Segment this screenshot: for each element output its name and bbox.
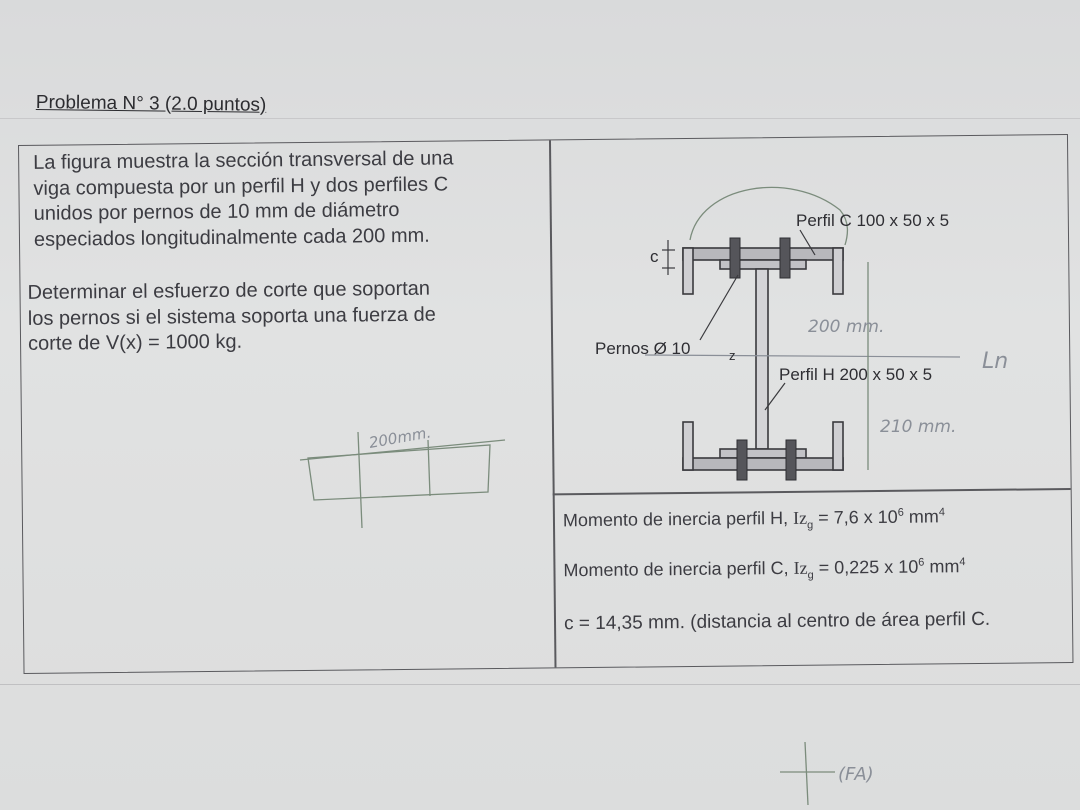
label-perfil-c: Perfil C 100 x 50 x 5 bbox=[796, 211, 950, 230]
inertia-h-prefix: Momento de inercia perfil H, bbox=[562, 507, 794, 531]
inertia-h-exponent: 6 bbox=[897, 506, 904, 519]
inertia-h-value: = 7,6 x 10 bbox=[813, 506, 898, 528]
inertia-c-prefix: Momento de inercia perfil C, bbox=[563, 557, 794, 581]
label-c: c bbox=[650, 247, 659, 266]
inertia-h-subscript: g bbox=[807, 519, 814, 532]
bolt-top-right bbox=[780, 238, 790, 278]
inertia-c-exponent: 6 bbox=[918, 556, 925, 569]
inertia-h-unit-exponent: 4 bbox=[938, 506, 945, 519]
inertia-h-symbol: Iz bbox=[792, 507, 808, 528]
inertia-c-unit: mm bbox=[924, 556, 960, 577]
bolt-bottom-right bbox=[786, 440, 796, 480]
hand-ln: Ln bbox=[982, 349, 1009, 374]
hand-dim-200: 200 mm. bbox=[808, 317, 885, 337]
bolt-top-left bbox=[730, 238, 740, 278]
hand-spacing: 200mm. bbox=[367, 423, 433, 452]
inertia-h-unit: mm bbox=[903, 506, 939, 527]
label-pernos: Pernos Ø 10 bbox=[595, 339, 691, 358]
label-z: z bbox=[729, 348, 736, 363]
question-paragraph: Determinar el esfuerzo de corte que soportan los pernos si el sistema soporta una fuerza de corte de V(x) = 1000 kg. bbox=[27, 277, 436, 355]
inertia-c-subscript: g bbox=[807, 569, 814, 582]
pencil-mark-bottom bbox=[780, 742, 835, 805]
bolt-bottom-left bbox=[737, 440, 747, 480]
pernos-leader bbox=[700, 275, 738, 340]
centroid-distance: c = 14,35 mm. (distancia al centro de área perfil C. bbox=[563, 608, 991, 635]
inertia-c-value: = 0,225 x 10 bbox=[813, 556, 919, 578]
hand-dim-210: 210 mm. bbox=[880, 417, 957, 437]
pencil-beam-sketch bbox=[300, 432, 505, 528]
inertia-c-symbol: Iz bbox=[793, 557, 808, 578]
neutral-axis bbox=[645, 355, 960, 357]
problem-title: Problema N° 3 (2.0 puntos) bbox=[35, 92, 267, 116]
statement-paragraph: La figura muestra la sección transversal de una viga compuesta por un perfil H y dos perfiles C unidos por pernos de 10 mm de diámetro especiados longitudinalmente cada 200 mm. bbox=[33, 147, 454, 251]
hand-fa: (FA) bbox=[838, 764, 874, 785]
inertia-c-unit-exponent: 4 bbox=[959, 556, 966, 569]
label-perfil-h: Perfil H 200 x 50 x 5 bbox=[779, 365, 933, 384]
c-dimension bbox=[662, 240, 675, 275]
